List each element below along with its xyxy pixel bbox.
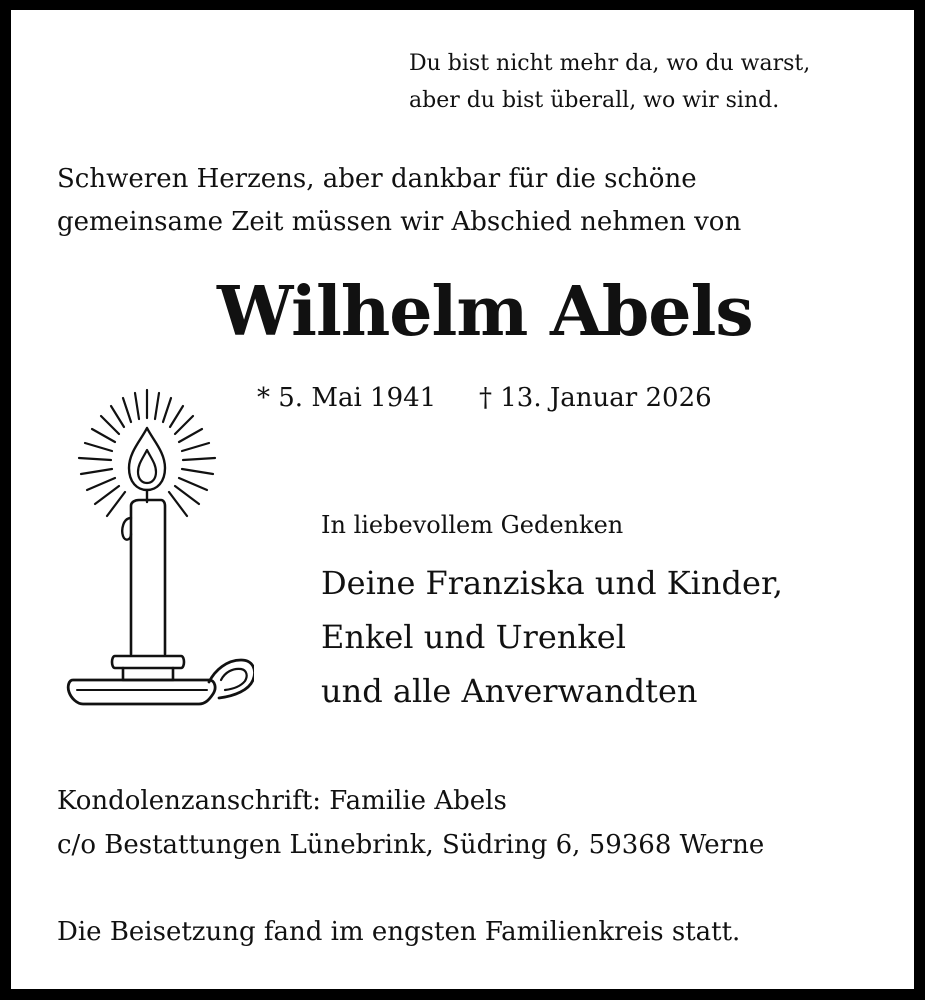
candle-icon bbox=[49, 378, 254, 708]
quote-line-1: Du bist nicht mehr da, wo du warst, bbox=[409, 51, 811, 76]
quote-line-2: aber du bist überall, wo wir sind. bbox=[409, 88, 780, 113]
mourners-line-1: Deine Franziska und Kinder, bbox=[321, 564, 783, 602]
condolence-address-line-2: c/o Bestattungen Lünebrink, Südring 6, 59368 Werne bbox=[57, 830, 765, 860]
candle-handle bbox=[209, 660, 254, 698]
intro-line-2: gemeinsame Zeit müssen wir Abschied nehmen von bbox=[57, 207, 742, 237]
candle-collar bbox=[112, 656, 184, 668]
memory-line: In liebevollem Gedenken bbox=[321, 511, 624, 539]
funeral-note: Die Beisetzung fand im engsten Familienkreis statt. bbox=[57, 917, 741, 947]
candle-dish bbox=[68, 680, 215, 704]
candle-flame-inner bbox=[138, 450, 156, 483]
death-date: † 13. Januar 2026 bbox=[479, 383, 712, 413]
candle-drip bbox=[122, 518, 131, 540]
mourners-line-2: Enkel und Urenkel bbox=[321, 618, 626, 656]
obituary-notice bbox=[11, 10, 914, 989]
candle-neck bbox=[123, 668, 173, 680]
mourners-line-3: und alle Anverwandten bbox=[321, 672, 698, 710]
candle-body bbox=[131, 500, 165, 654]
birth-date: * 5. Mai 1941 bbox=[257, 383, 437, 413]
candle-flame-outer bbox=[129, 428, 165, 490]
condolence-address-line-1: Kondolenzanschrift: Familie Abels bbox=[57, 786, 507, 816]
intro-line-1: Schweren Herzens, aber dankbar für die schöne bbox=[57, 164, 697, 194]
deceased-name: Wilhelm Abels bbox=[217, 272, 753, 352]
candle-handle-inner bbox=[221, 669, 247, 690]
